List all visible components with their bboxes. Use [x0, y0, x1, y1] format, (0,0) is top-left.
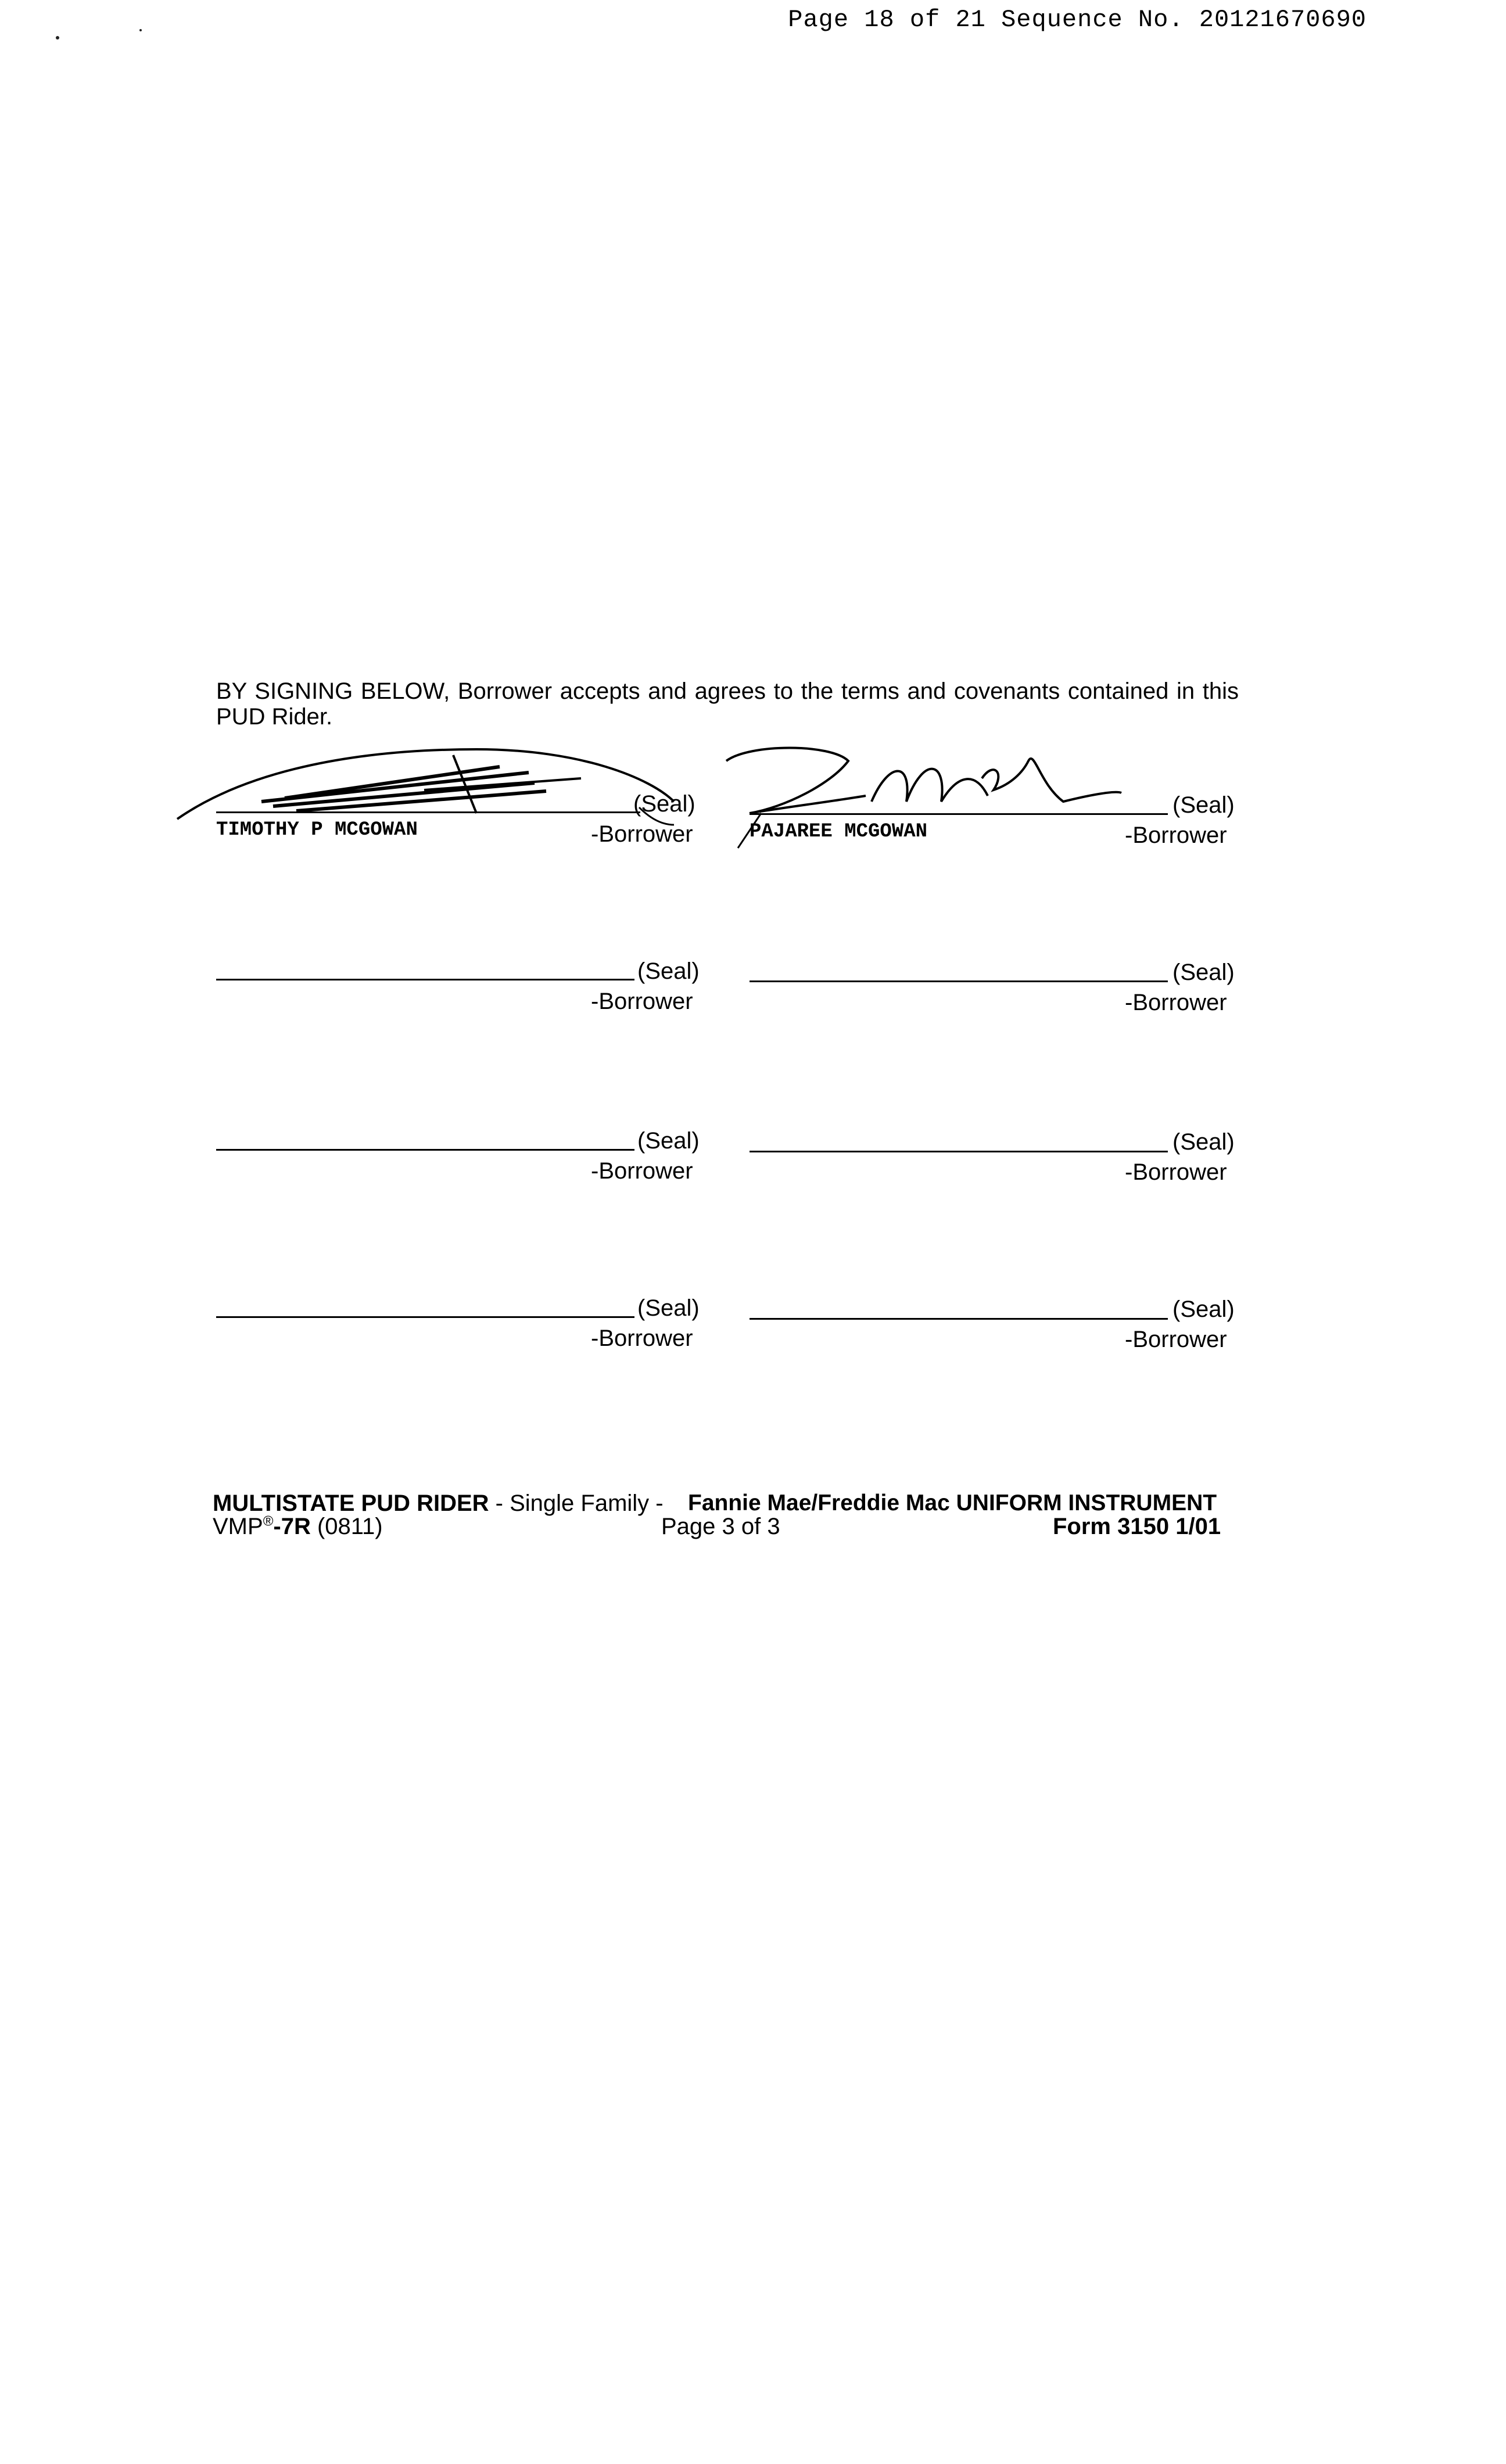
seal-label: (Seal) [633, 791, 695, 817]
vmp-prefix: VMP [213, 1514, 263, 1539]
seal-label: (Seal) [637, 1295, 700, 1321]
borrower-role-label: -Borrower [591, 821, 693, 847]
scan-speck [56, 36, 59, 39]
signature-line [216, 1149, 634, 1151]
vmp-code: -7R [273, 1514, 311, 1539]
signature-line [216, 979, 634, 980]
form-type: - Single Family - [495, 1490, 664, 1516]
borrower-role-label: -Borrower [1125, 990, 1227, 1015]
seal-label: (Seal) [637, 1128, 700, 1154]
seal-label: (Seal) [1172, 960, 1235, 985]
form-title: MULTISTATE PUD RIDER [213, 1490, 489, 1516]
borrower-role-label: -Borrower [591, 1158, 693, 1184]
form-number: Form 3150 1/01 [1053, 1514, 1221, 1539]
seal-label: (Seal) [1172, 1296, 1235, 1322]
seal-label: (Seal) [1172, 792, 1235, 818]
form-issuer: Fannie Mae/Freddie Mac UNIFORM INSTRUMENT [688, 1490, 1217, 1515]
registered-mark: ® [263, 1513, 274, 1529]
borrower-role-label: -Borrower [591, 1326, 693, 1351]
signature-line [750, 980, 1168, 982]
form-footer-line1 [213, 1490, 664, 1517]
seal-label: (Seal) [1172, 1129, 1235, 1155]
signature-line [216, 1316, 634, 1318]
vmp-version: (0811) [317, 1514, 383, 1539]
borrower-name: PAJAREE MCGOWAN [750, 821, 928, 843]
page-sequence-header: Page 18 of 21 Sequence No. 20121670690 [788, 6, 1367, 34]
borrower-role-label: -Borrower [1125, 1327, 1227, 1352]
seal-label: (Seal) [637, 958, 700, 984]
borrower-role-label: -Borrower [1125, 822, 1227, 848]
scan-speck [139, 29, 142, 31]
signature-line [750, 813, 1168, 815]
signature-line [750, 1151, 1168, 1152]
borrower-role-label: -Borrower [1125, 1159, 1227, 1185]
signature-line [216, 811, 640, 813]
form-footer-line2 [213, 1514, 383, 1540]
page-of: Page 3 of 3 [661, 1514, 780, 1539]
borrower-name: TIMOTHY P MCGOWAN [216, 819, 418, 841]
signature-line [750, 1318, 1168, 1320]
intro-paragraph: BY SIGNING BELOW, Borrower accepts and agrees to the terms and covenants contained in this PUD Rider. [216, 678, 1239, 730]
borrower-role-label: -Borrower [591, 989, 693, 1014]
